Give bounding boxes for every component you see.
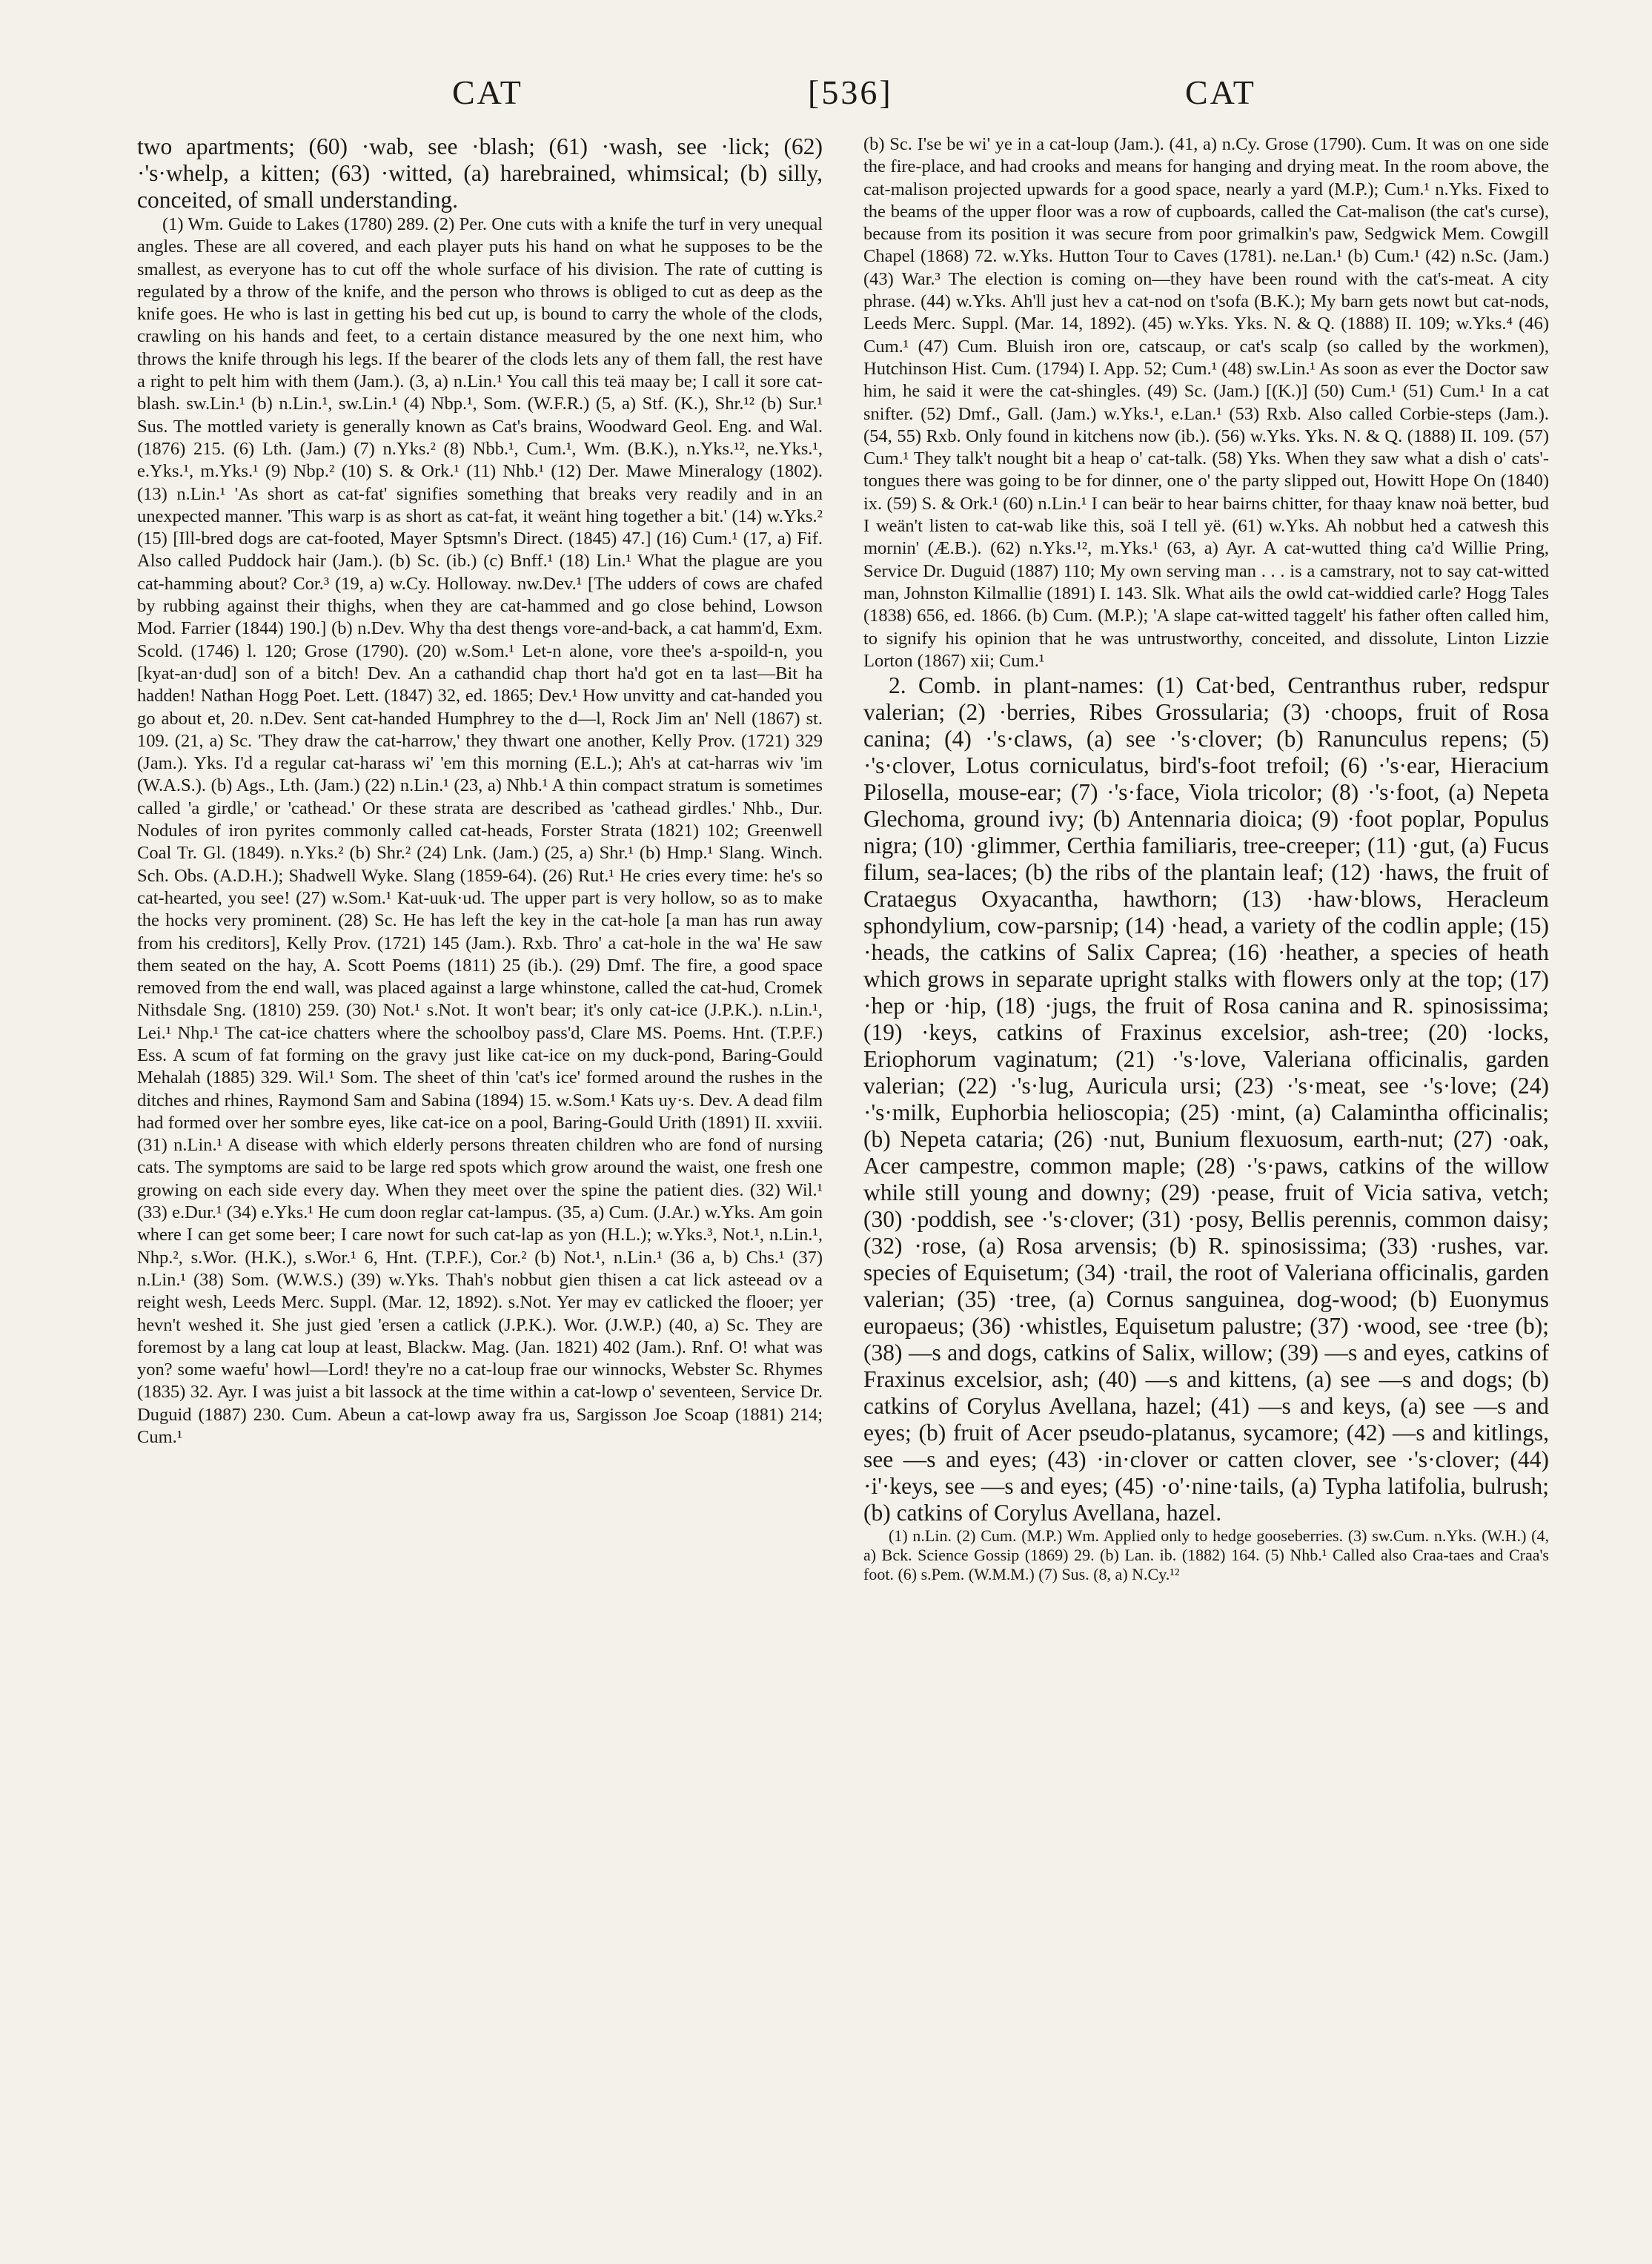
plant-names-section: 2. Comb. in plant-names: (1) Cat·bed, Centranthus ruber, redspur valerian; (2) ·berries, Ribes Grossularia; (3) ·choops, fruit of Rosa canina; (4) ·'s·claws, (a) see ·'s·clover; (b) Ranunculus repens; (5) ·'s·clover, Lotus corniculatus, bird's-foot trefoil; (6) ·'s·ear, Hieracium Pilosella, mouse-ear; (7) ·'s·face, Viola tricolor; (8) ·'s·foot, (a) Nepeta Glechoma, ground ivy; (b) Antennaria dioica; (9) ·foot poplar, Populus nigra; (10) ·glimmer, Certhia familiaris, tree-creeper; (11) ·gut, (a) Fucus filum, sea-laces; (b) the ribs of the plantain leaf; (12) ·haws, the fruit of Crataegus Oxyacantha, hawthorn; (13) ·haw·blows, Heracleum sphondylium, cow-parsnip; (14) ·head, a variety of the codlin apple; (15) ·heads, the catkins of Salix Caprea; (16) ·heather, a species of heath which grows in separate upright stalks with flowers only at the top; (17) ·hep or ·hip, (18) ·jugs, the fruit of Rosa canina and R. spinosissima; (19) ·keys, catkins of Fraxinus excelsior, ash-tree; (20) ·locks, Eriophorum vaginatum; (21) ·'s·love, Valeriana officinalis, garden valerian; (22) ·'s·lug, Auricula ursi; (23) ·'s·meat, see ·'s·love; (24) ·'s·milk, Euphorbia helioscopia; (25) ·mint, (a) Calamintha officinalis; (b) Nepeta cataria; (26) ·nut, Bunium flexuosum, earth-nut; (27) ·oak, Acer campestre, common maple; (28) ·'s·paws, catkins of the willow while still young and downy; (29) ·pease, fruit of Vicia sativa, vetch; (30) ·poddish, see ·'s·clover; (31) ·posy, Bellis perennis, common daisy; (32) ·rose, (a) Rosa arvensis; (b) R. spinosissima; (33) ·rushes, var. species of Equisetum; (34) ·trail, the root of Valeriana officinalis, garden valerian; (35) ·tree, (a) Cornus sanguinea, dog-wood; (b) Euonymus europaeus; (36) ·whistles, Equisetum palustre; (37) ·wood, see ·tree (b); (38) —s and dogs, catkins of Salix, willow; (39) —s and eyes, catkins of Fraxinus excelsior, ash; (40) —s and kittens, (a) see —s and dogs; (b) catkins of Corylus Avellana, hazel; (41) —s and keys, (a) see —s and eyes; (b) fruit of Acer pseudo-platanus, sycamore; (42) —s and kitlings, see —s and eyes; (43) ·in·clover or catten clover, see ·'s·clover; (44) ·i'·keys, see —s and eyes; (45) ·o'·nine·tails, (a) Typha latifolia, bulrush; (b) catkins of Corylus Avellana, hazel. — [863, 672, 1549, 1526]
left-column — [137, 133, 823, 2246]
right-column — [863, 133, 1549, 2246]
page-number: [536] — [808, 73, 893, 111]
running-header — [137, 73, 1523, 125]
citations-paragraph: (1) Wm. Guide to Lakes (1780) 289. (2) Per. One cuts with a knife the turf in very unequal angles. These are all covered, and each player puts his hand on what he supposes to be the smallest, as everyone has to cut off the whole surface of his division. The rate of cutting is regulated by a throw of the knife, and the person who throws is obliged to cut as deep as the knife goes. He who is last in getting his bed cut up, is bound to carry the whole of the clods, crawling on his hands and feet, to a certain distance measured by the one next him, who throws the knife through his legs. If the bearer of the clods lets any of them fall, the rest have a right to pelt him with them (Jam.). (3, a) n.Lin.¹ You call this teä maay be; I call it sore cat-blash. sw.Lin.¹ (b) n.Lin.¹, sw.Lin.¹ (4) Nbp.¹, Som. (W.F.R.) (5, a) Stf. (K.), Shr.¹² (b) Sur.¹ Sus. The mottled variety is generally known as Cat's brains, Woodward Geol. Eng. and Wal. (1876) 215. (6) Lth. (Jam.) (7) n.Yks.² (8) Nbb.¹, Cum.¹, Wm. (B.K.), n.Yks.¹², ne.Yks.¹, e.Yks.¹, m.Yks.¹ (9) Nbp.² (10) S. & Ork.¹ (11) Nhb.¹ (12) Der. Mawe Mineralogy (1802). (13) n.Lin.¹ 'As short as cat-fat' signifies something that breaks very readily and in an unexpected manner. 'This warp is as short as cat-fat, it weänt hing together a bit.' (14) w.Yks.² (15) [Ill-bred dogs are cat-footed, Mayer Sptsmn's Direct. (1845) 47.] (16) Cum.¹ (17, a) Fif. Also called Puddock hair (Jam.). (b) Sc. (ib.) (c) Bnff.¹ (18) Lin.¹ What the plague are you cat-hamming about? Cor.³ (19, a) w.Cy. Holloway. nw.Dev.¹ [The udders of cows are chafed by rubbing against their thighs, when they are cat-hammed and go close behind, Lowson Mod. Farrier (1844) 190.] (b) n.Dev. Why tha dest thengs vore-and-back, a cat hamm'd, Exm. Scold. (1746) l. 120; Grose (1790). (20) w.Som.¹ Let-n alone, vore thee's a-spoild-n, you [kyat-an·dud] son of a bitch! Dev. An a cathandid chap thort ha'd got en ta last—Bit ha hadden! Nathan Hogg Poet. Lett. (1847) 32, ed. 1865; Dev.¹ How unvitty and cat-handed you go about et, 20. n.Dev. Sent cat-handed Humphrey to the d—l, Rock Jim an' Nell (1867) st. 109. (21, a) Sc. 'They draw the cat-harrow,' they thwart one another, Kelly Prov. (1721) 329 (Jam.). Yks. I'd a regular cat-harass wi' 'em this morning (E.L.); Ah's at cat-harras wiv 'im (W.A.S.). (b) Ags., Lth. (Jam.) (22) n.Lin.¹ (23, a) Nhb.¹ A thin compact stratum is sometimes called 'a girdle,' or 'cathead.' Or these strata are described as 'cathead girdles.' Nhb., Dur. Nodules of iron pyrites commonly called cat-heads, Forster Strata (1821) 102; Greenwell Coal Tr. Gl. (1849). n.Yks.² (b) Shr.² (24) Lnk. (Jam.) (25, a) Shr.¹ (b) Hmp.¹ Slang. Winch. Sch. Obs. (A.D.H.); Shadwell Wyke. Slang (1859-64). (26) Rut.¹ He cries every time: he's so cat-hearted, you see! (27) w.Som.¹ Kat-uuk·ud. The upper part is very hollow, so as to make the hocks very prominent. (28) Sc. He has left the key in the cat-hole [a man has run away from his creditors], Kelly Prov. (1721) 145 (Jam.). Rxb. Thro' a cat-hole in the wa' He saw them seated on the hay, A. Scott Poems (1811) 25 (ib.). (29) Dmf. The fire, a good space removed from the end wall, was placed against a large whinstone, called the cat-hud, Cromek Nithsdale Sng. (1810) 259. (30) Not.¹ s.Not. It won't bear; it's only cat-ice (J.P.K.). n.Lin.¹, Lei.¹ Nhp.¹ The cat-ice chatters where the schoolboy pass'd, Clare MS. Poems. Hnt. (T.P.F.) Ess. A scum of fat forming on the gravy just like cat-ice on my duck-pond, Baring-Gould Mehalah (1885) 329. Wil.¹ Som. The sheet of thin 'cat's ice' formed around the rushes in the ditches and rhines, Raymond Sam and Sabina (1894) 15. w.Som.¹ Kats uy·s. Dev. A dead film had formed over her sombre eyes, like cat-ice on a pool, Baring-Gould Urith (1891) II. xxviii. (31) n.Lin.¹ A disease with which elderly persons threaten children who are fond of nursing cats. The symptoms are said to be large red spots which grow around the waist, one fresh one growing on each side every day. When they meet over the spine the patient dies. (32) Wil.¹ (33) e.Dur.¹ (34) e.Yks.¹ He cum doon reglar cat-lampus. (35, a) Cum. (J.Ar.) w.Yks. Am goin where I can get some beer; I care nowt for such cat-lap as yon (H.L.); w.Yks.³, Not.¹, n.Lin.¹, Nhp.², s.Wor. (H.K.), s.Wor.¹ 6, Hnt. (T.P.F.), Cor.² (b) Not.¹, n.Lin.¹ (36 a, b) Chs.¹ (37) n.Lin.¹ (38) Som. (W.W.S.) (39) w.Yks. Thah's nobbut gien thisen a cat lick asteead ov a reight wesh, Leeds Merc. Suppl. (Mar. 12, 1892). s.Not. Yer may ev catlicked the flooer; yer hevn't weshed it. She just gied 'ersen a catlick (J.P.K.). Wor. (J.W.P.) (40, a) Sc. They are foremost by a lang cat loup at least, Blackw. Mag. (Jan. 1821) 402 (Jam.). Rnf. O! what was yon? some waefu' howl—Lord! they're no a cat-loup frae our winnocks, Webster Sc. Rhymes (1835) 32. Ayr. I was juist a bit lassock at the time within a cat-lowp o' seventeen, Service Dr. Duguid (1887) 230. Cum. Abeun a cat-lowp away fra us, Sargisson Joe Scoap (1881) 214; Cum.¹ — [137, 214, 823, 1448]
citations-continued: (b) Sc. I'se be wi' ye in a cat-loup (Jam.). (41, a) n.Cy. Grose (1790). Cum. It was on one side the fire-place, and had crooks and means for hanging and drying meat. In the room above, the cat-malison projected upwards for a good space, nearly a yard (M.P.); Cum.¹ n.Yks. Fixed to the beams of the upper floor was a row of cupboards, called the Cat-malison (the cat's curse), because from its position it was secure from poor grimalkin's paw, Sedgwick Mem. Cowgill Chapel (1868) 72. w.Yks. Hutton Tour to Caves (1781). ne.Lan.¹ (b) Cum.¹ (42) n.Sc. (Jam.) (43) War.³ The election is coming on—they have been round with the cat's-meat. A city phrase. (44) w.Yks. Ah'll just hev a cat-nod on t'sofa (B.K.); My barn gets nowt but cat-nods, Leeds Merc. Suppl. (Mar. 14, 1892). (45) w.Yks. Yks. N. & Q. (1888) II. 109; w.Yks.⁴ (46) Cum.¹ (47) Cum. Bluish iron ore, catscaup, or cat's scalp (so called by the workmen), Hutchinson Hist. Cum. (1794) I. App. 52; Cum.¹ (48) sw.Lin.¹ As soon as ever the Doctor saw him, he said it were the cat-shingles. (49) Sc. (Jam.) [(K.)] (50) Cum.¹ (51) Cum.¹ In a cat snifter. (52) Dmf., Gall. (Jam.) w.Yks.¹, e.Lan.¹ (53) Rxb. Also called Corbie-steps (Jam.). (54, 55) Rxb. Only found in kitchens now (ib.). (56) w.Yks. Yks. N. & Q. (1888) II. 109. (57) Cum.¹ They talk't nought bit a heap o' cat-talk. (58) Yks. When they saw what a dish o' cats'-tongues there was going to be for dinner, one o' the party slipped out, Howitt Hope On (1840) ix. (59) S. & Ork.¹ (60) n.Lin.¹ I can beär to hear bairns chitter, for thaay knaw noä better, bud I weän't listen to cat-wab like this, soä I tell yë. (61) w.Yks. Ah nobbut hed a catwesh this mornin' (Æ.B.). (62) n.Yks.¹², m.Yks.¹ (63, a) Ayr. A cat-wutted thing ca'd Willie Pring, Service Dr. Duguid (1887) 110; My own serving man . . . is a camstrary, not to say cat-witted man, Johnston Kilmallie (1891) I. 143. Slk. What ails the owld cat-widdied carle? Hogg Tales (1838) 656, ed. 1866. (b) Cum. (M.P.); 'A slape cat-witted taggelt' his father often called him, to signify his opinion that he was untrustworthy, conceited, and dissolute, Linton Lizzie Lorton (1867) xii; Cum.¹ — [863, 134, 1549, 671]
header-left-headword: CAT — [452, 73, 523, 111]
plant-names-citations: (1) n.Lin. (2) Cum. (M.P.) Wm. Applied only to hedge gooseberries. (3) sw.Cum. n.Yks. (W.H.) (4, a) Bck. Science Gossip (1869) 29. (b) Lan. ib. (1882) 164. (5) Nhb.¹ Called also Craa-taes and Craa's foot. (6) s.Pem. (W.M.M.) (7) Sus. (8, a) N.Cy.¹² — [863, 1526, 1549, 1584]
header-right-headword: CAT — [1185, 73, 1256, 111]
entry-continuation: two apartments; (60) ·wab, see ·blash; (61) ·wash, see ·lick; (62) ·'s·whelp, a kitten; (63) ·witted, (a) harebrained, whimsical; (b) silly, conceited, of small understanding. — [137, 133, 823, 213]
